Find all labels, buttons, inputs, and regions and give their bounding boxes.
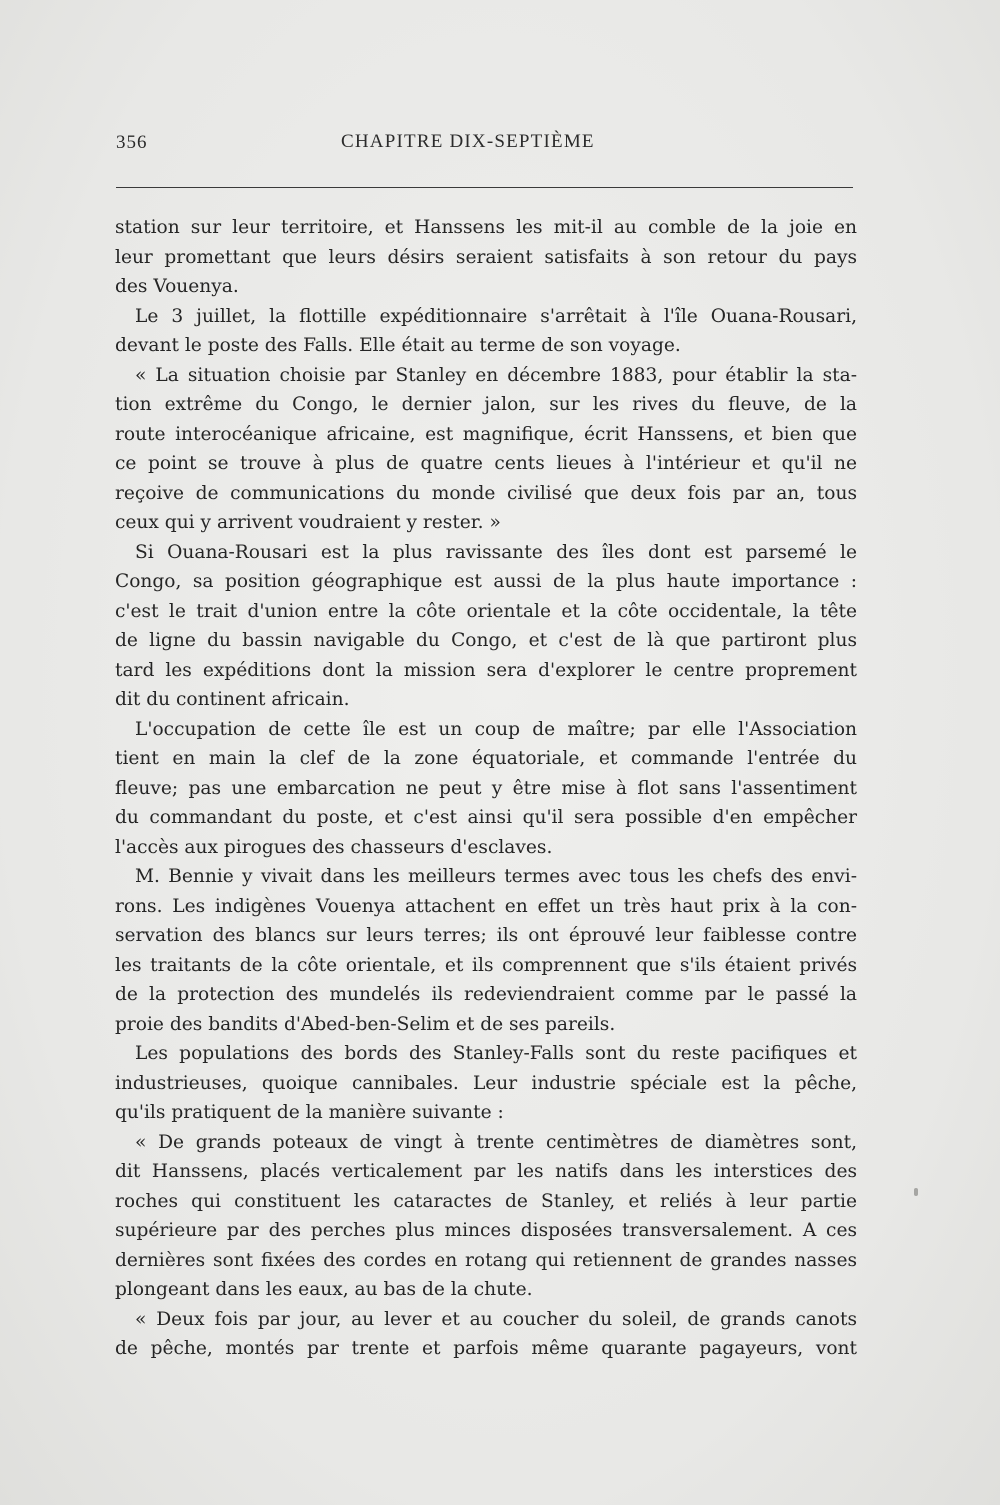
text-line: proie des bandits d'Abed-ben-Selim et de ses pareils. — [115, 1013, 616, 1035]
text-line: L'occupation de cette île est un coup de maître; par elle l'Association — [135, 718, 857, 740]
text-line: « La situation choisie par Stanley en décembre 1883, pour établir la sta- — [135, 364, 857, 386]
text-line: tard les expéditions dont la mission sera d'explorer le centre proprement — [115, 659, 857, 681]
text-line: leur promettant que leurs désirs seraient satisfaits à son retour du pays — [115, 246, 857, 268]
text-line: plongeant dans les eaux, au bas de la chute. — [115, 1279, 533, 1300]
running-title: CHAPITRE DIX-SEPTIÈME — [341, 131, 595, 152]
text-line: ce point se trouve à plus de quatre cents lieues à l'intérieur et qu'il ne — [115, 453, 857, 474]
text-line: fleuve; pas une embarcation ne peut y être mise à flot sans l'assentiment — [115, 777, 857, 799]
header-rule — [116, 187, 853, 188]
text-line: Les populations des bords des Stanley-Falls sont du reste pacifiques et — [135, 1043, 857, 1064]
text-line: reçoive de communications du monde civilisé que deux fois par an, tous — [115, 482, 857, 504]
page-number: 356 — [116, 132, 148, 153]
text-line: dernières sont fixées des cordes en rotang qui retiennent de grandes nasses — [115, 1249, 857, 1271]
text-line: rons. Les indigènes Vouenya attachent en effet un très haut prix à la con- — [115, 895, 857, 917]
text-line: tion extrême du Congo, le dernier jalon, sur les rives du fleuve, de la — [115, 394, 857, 415]
text-line: route interocéanique africaine, est magnifique, écrit Hanssens, et bien que — [115, 423, 857, 445]
text-line: supérieure par des perches plus minces disposées transversalement. A ces — [115, 1220, 857, 1241]
text-line: ceux qui y arrivent voudraient y rester. » — [115, 512, 501, 533]
text-line: station sur leur territoire, et Hanssens les mit-il au comble de la joie en — [115, 217, 857, 238]
text-line: les traitants de la côte orientale, et ils comprennent que s'ils étaient privés — [115, 954, 857, 976]
text-line: l'accès aux pirogues des chasseurs d'esclaves. — [115, 836, 553, 858]
text-line: servation des blancs sur leurs terres; ils ont éprouvé leur faiblesse contre — [115, 925, 857, 946]
paper-speck — [914, 1188, 918, 1196]
text-line: devant le poste des Falls. Elle était au terme de son voyage. — [115, 335, 681, 356]
text-line: de la protection des mundelés ils redeviendraient comme par le passé la — [115, 984, 857, 1005]
text-line: « Deux fois par jour, au lever et au coucher du soleil, de grands canots — [135, 1308, 857, 1330]
text-line: industrieuses, quoique cannibales. Leur industrie spéciale est la pêche, — [115, 1072, 857, 1094]
text-line: Si Ouana-Rousari est la plus ravissante des îles dont est parsemé le — [135, 541, 857, 563]
text-line: dit du continent africain. — [115, 689, 350, 710]
page-header — [116, 130, 854, 160]
text-line: de pêche, montés par trente et parfois même quarante pagayeurs, vont — [115, 1338, 857, 1359]
text-line: M. Bennie y vivait dans les meilleurs termes avec tous les chefs des envi- — [135, 866, 857, 887]
text-line: « De grands poteaux de vingt à trente centimètres de diamètres sont, — [135, 1131, 857, 1153]
text-line: de ligne du bassin navigable du Congo, et c'est de là que partiront plus — [115, 630, 857, 651]
text-line: tient en main la clef de la zone équatoriale, et commande l'entrée du — [115, 748, 857, 769]
text-line: des Vouenya. — [115, 276, 239, 297]
text-line: Le 3 juillet, la flottille expéditionnaire s'arrêtait à l'île Ouana-Rousari, — [135, 305, 857, 327]
text-line: dit Hanssens, placés verticalement par les natifs dans les interstices des — [115, 1161, 857, 1182]
text-line: Congo, sa position géographique est aussi de la plus haute importance : — [115, 571, 857, 592]
text-line: roches qui constituent les cataractes de Stanley, et reliés à leur partie — [115, 1190, 857, 1212]
text-line: du commandant du poste, et c'est ainsi qu'il sera possible d'en empêcher — [115, 807, 857, 828]
text-line: c'est le trait d'union entre la côte orientale et la côte occidentale, la tête — [115, 600, 857, 622]
text-line: qu'ils pratiquent de la manière suivante : — [115, 1102, 504, 1123]
body-text — [115, 213, 857, 1364]
